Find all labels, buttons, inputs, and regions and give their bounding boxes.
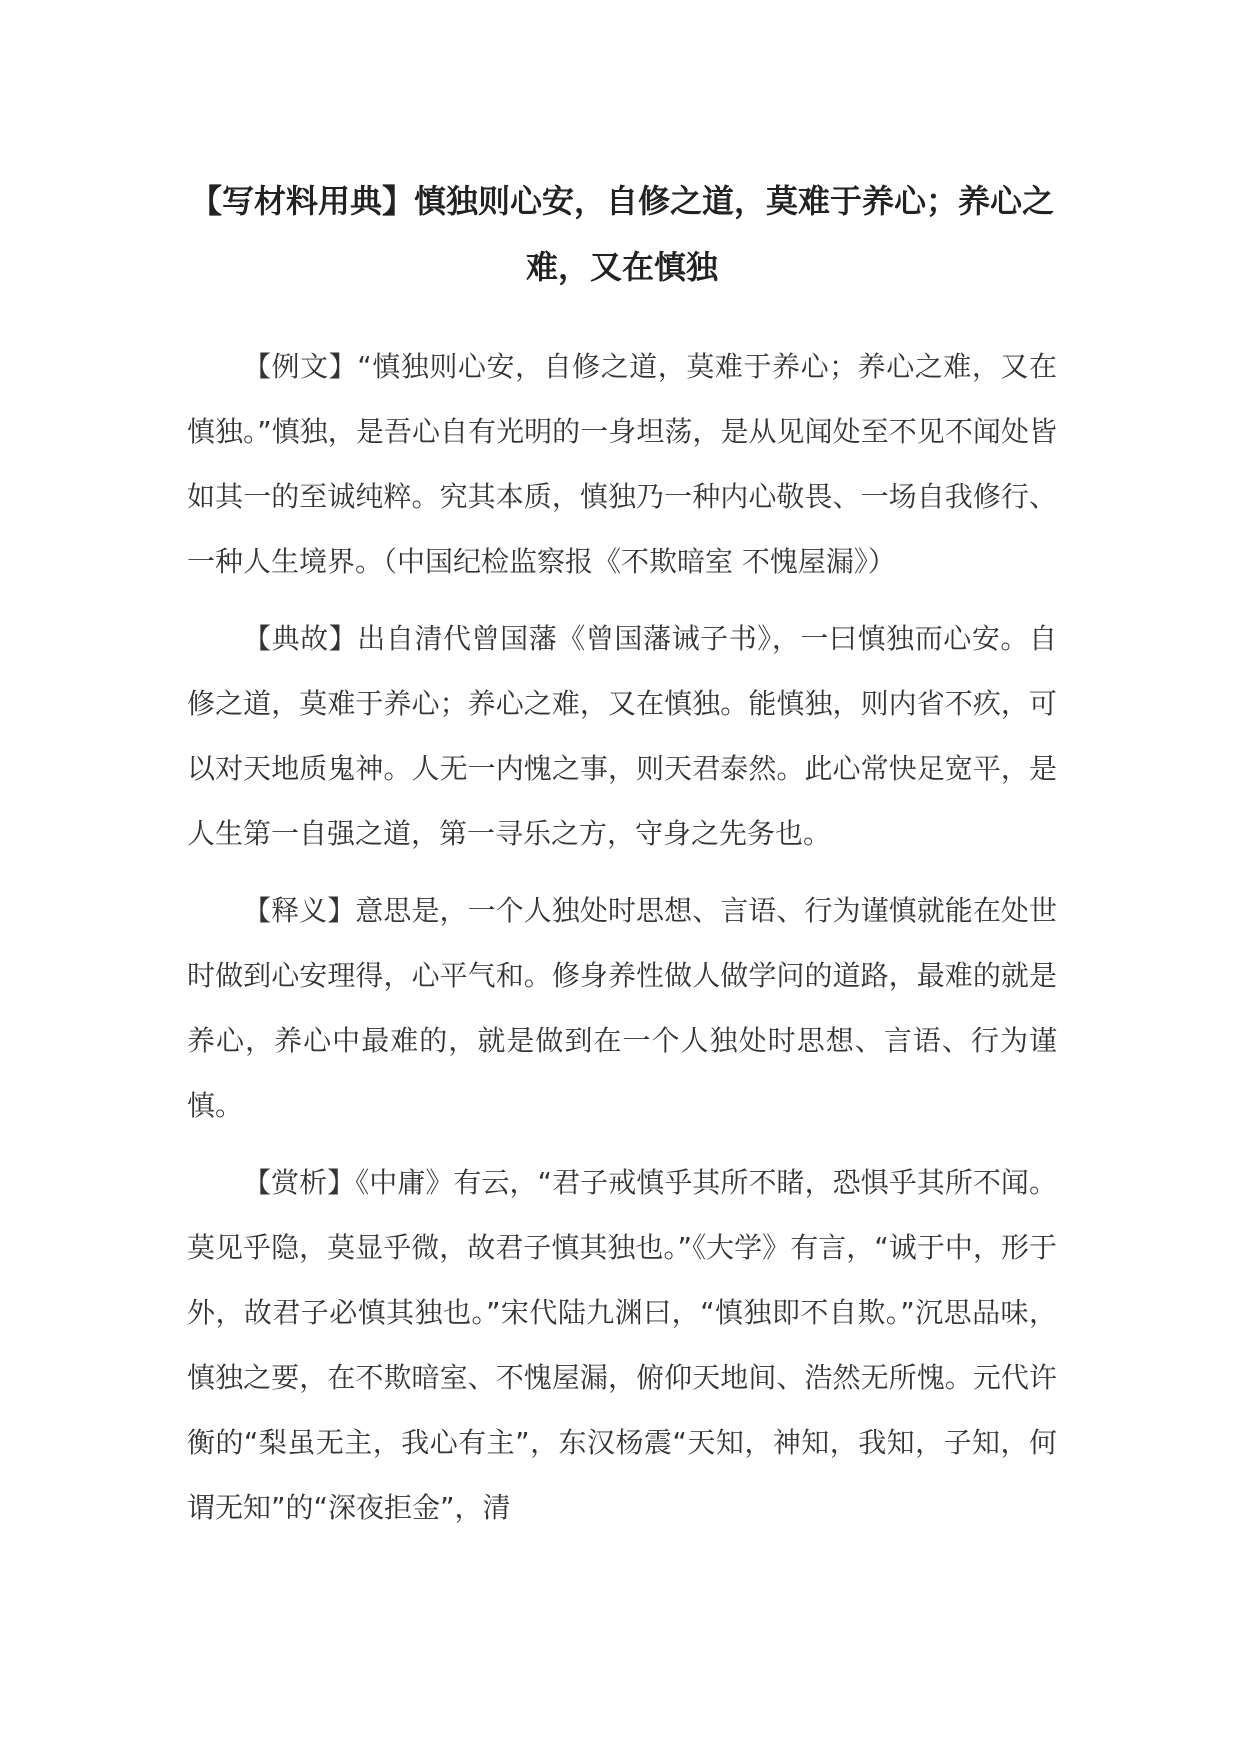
paragraph-text: 意思是，一个人独处时思想、言语、行为谨慎就能在处世时做到心安理得，心平气和。修身养性做人做学问的道路，最难的就是养心，养心中最难的，就是做到在一个人独处时思想、言语、行为谨慎。	[187, 894, 1057, 1122]
paragraph-tag: 【典故】	[243, 622, 358, 655]
paragraph-meaning	[187, 878, 1057, 1138]
paragraph-allusion	[187, 606, 1057, 866]
paragraph-example	[187, 334, 1057, 594]
document-title: 【写材料用典】慎独则心安，自修之道，莫难于养心；养心之难，又在慎独	[189, 182, 1054, 286]
paragraph-appreciation	[187, 1150, 1057, 1540]
paragraph-tag: 【释义】	[243, 894, 356, 927]
paragraph-text: 出自清代曾国藩《曾国藩诫子书》，一曰慎独而心安。自修之道，莫难于养心；养心之难，又在慎独。能慎独，则内省不疚，可以对天地质鬼神。人无一内愧之事，则天君泰然。此心常快足宽平，是人生第一自强之道，第一寻乐之方，守身之先务也。	[187, 622, 1057, 850]
paragraph-text: 《中庸》有云，“君子戒慎乎其所不睹，恐惧乎其所不闻。莫见乎隐，莫显乎微，故君子慎其独也。”《大学》有言，“诚于中，形于外，故君子必慎其独也。”宋代陆九渊曰，“慎独即不自欺。”沉思品味，慎独之要，在不欺暗室、不愧屋漏，俯仰天地间、浩然无所愧。元代许衡的“梨虽无主，我心有主”，东汉杨震“天知，神知，我知，子知，何谓无知”的“深夜拒金”，清	[187, 1166, 1057, 1524]
paragraph-text: “慎独则心安，自修之道，莫难于养心；养心之难，又在慎独。”慎独，是吾心自有光明的一身坦荡，是从见闻处至不见不闻处皆如其一的至诚纯粹。究其本质，慎独乃一种内心敬畏、一场自我修行、一种人生境界。（中国纪检监察报《不欺暗室 不愧屋漏》）	[187, 350, 1057, 578]
paragraph-tag: 【例文】	[243, 350, 358, 383]
paragraph-tag: 【赏析】	[243, 1166, 356, 1199]
